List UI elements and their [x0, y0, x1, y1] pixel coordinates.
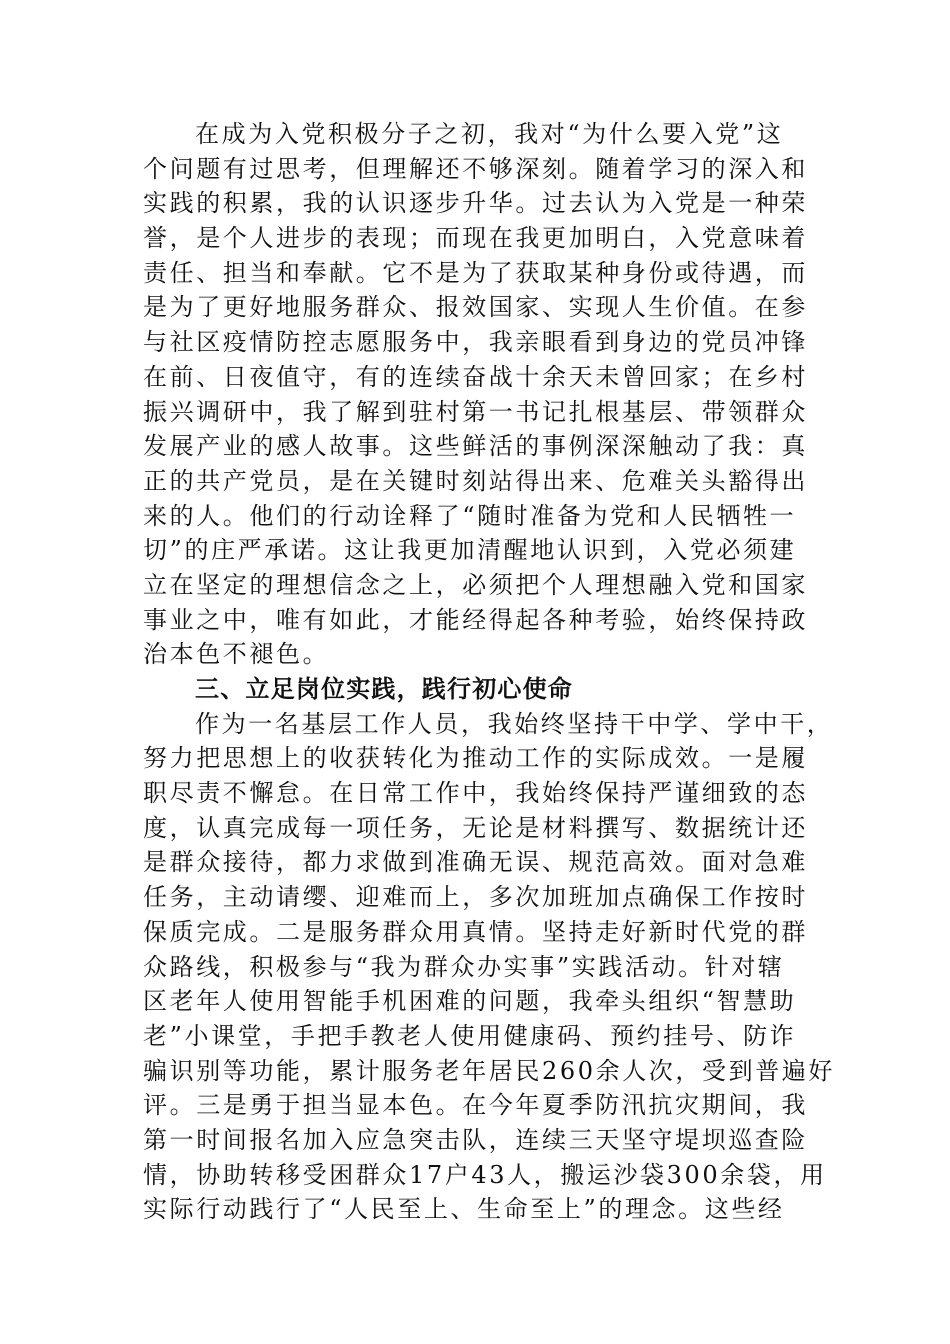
paragraph-line: 振兴调研中，我了解到驻村第一书记扎根基层、带领群众 — [143, 397, 808, 426]
paragraph-line: 任务，主动请缨、迎难而上，多次加班加点确保工作按时 — [143, 883, 808, 912]
paragraph-line: 与社区疫情防控志愿服务中，我亲眼看到身边的党员冲锋 — [143, 328, 808, 357]
paragraph-line: 评。三是勇于担当显本色。在今年夏季防汛抗灾期间，我 — [143, 1091, 808, 1120]
paragraph-line: 实际行动践行了“人民至上、生命至上”的理念。这些经 — [143, 1195, 785, 1224]
paragraph-line: 治本色不褪色。 — [143, 640, 330, 669]
paragraph-line: 正的共产党员，是在关键时刻站得出来、危难关头豁得出 — [143, 466, 808, 495]
paragraph-line: 作为一名基层工作人员，我始终坚持干中学、学中干， — [195, 709, 834, 738]
paragraph-line: 是为了更好地服务群众、报效国家、实现人生价值。在参 — [143, 293, 808, 322]
paragraph-line: 度，认真完成每一项任务，无论是材料撰写、数据统计还 — [143, 813, 808, 842]
paragraph-line: 骗识别等功能，累计服务老年居民260余人次，受到普遍好 — [143, 1056, 836, 1085]
paragraph-line: 众路线，积极参与“我为群众办实事”实践活动。针对辖 — [143, 952, 785, 981]
document-body — [143, 117, 836, 1227]
paragraph-line: 个问题有过思考，但理解还不够深刻。随着学习的深入和 — [143, 154, 808, 183]
paragraph-line: 职尽责不懈怠。在日常工作中，我始终保持严谨细致的态 — [143, 779, 808, 808]
paragraph-line: 责任、担当和奉献。它不是为了获取某种身份或待遇，而 — [143, 258, 808, 287]
paragraph-line: 实践的积累，我的认识逐步升华。过去认为入党是一种荣 — [143, 189, 808, 218]
paragraph-line: 发展产业的感人故事。这些鲜活的事例深深触动了我：真 — [143, 432, 808, 461]
paragraph-line: 老”小课堂，手把手教老人使用健康码、预约挂号、防诈 — [143, 1021, 797, 1050]
section-heading: 三、立足岗位实践，践行初心使命 — [195, 675, 573, 703]
paragraph-line: 努力把思想上的收获转化为推动工作的实际成效。一是履 — [143, 744, 808, 773]
paragraph-line: 区老年人使用智能手机困难的问题，我牵头组织“智慧助 — [143, 987, 797, 1016]
paragraph-line: 事业之中，唯有如此，才能经得起各种考验，始终保持政 — [143, 605, 808, 634]
paragraph-line: 在前、日夜值守，有的连续奋战十余天未曾回家；在乡村 — [143, 362, 808, 391]
paragraph-line: 切”的庄严承诺。这让我更加清醒地认识到，入党必须建 — [143, 536, 797, 565]
paragraph-line: 在成为入党积极分子之初，我对“为什么要入党”这 — [195, 120, 784, 148]
paragraph-line: 是群众接待，都力求做到准确无误、规范高效。面对急难 — [143, 848, 808, 877]
paragraph-line: 保质完成。二是服务群众用真情。坚持走好新时代党的群 — [143, 917, 808, 946]
paragraph-line: 立在坚定的理想信念之上，必须把个人理想融入党和国家 — [143, 570, 808, 599]
paragraph-line: 情，协助转移受困群众17户43人，搬运沙袋300余袋，用 — [143, 1160, 827, 1189]
paragraph-line: 来的人。他们的行动诠释了“随时准备为党和人民牺牲一 — [143, 501, 797, 530]
paragraph-line: 第一时间报名加入应急突击队，连续三天坚守堤坝巡查险 — [143, 1125, 808, 1154]
paragraph-line: 誉，是个人进步的表现；而现在我更加明白，入党意味着 — [143, 224, 808, 253]
